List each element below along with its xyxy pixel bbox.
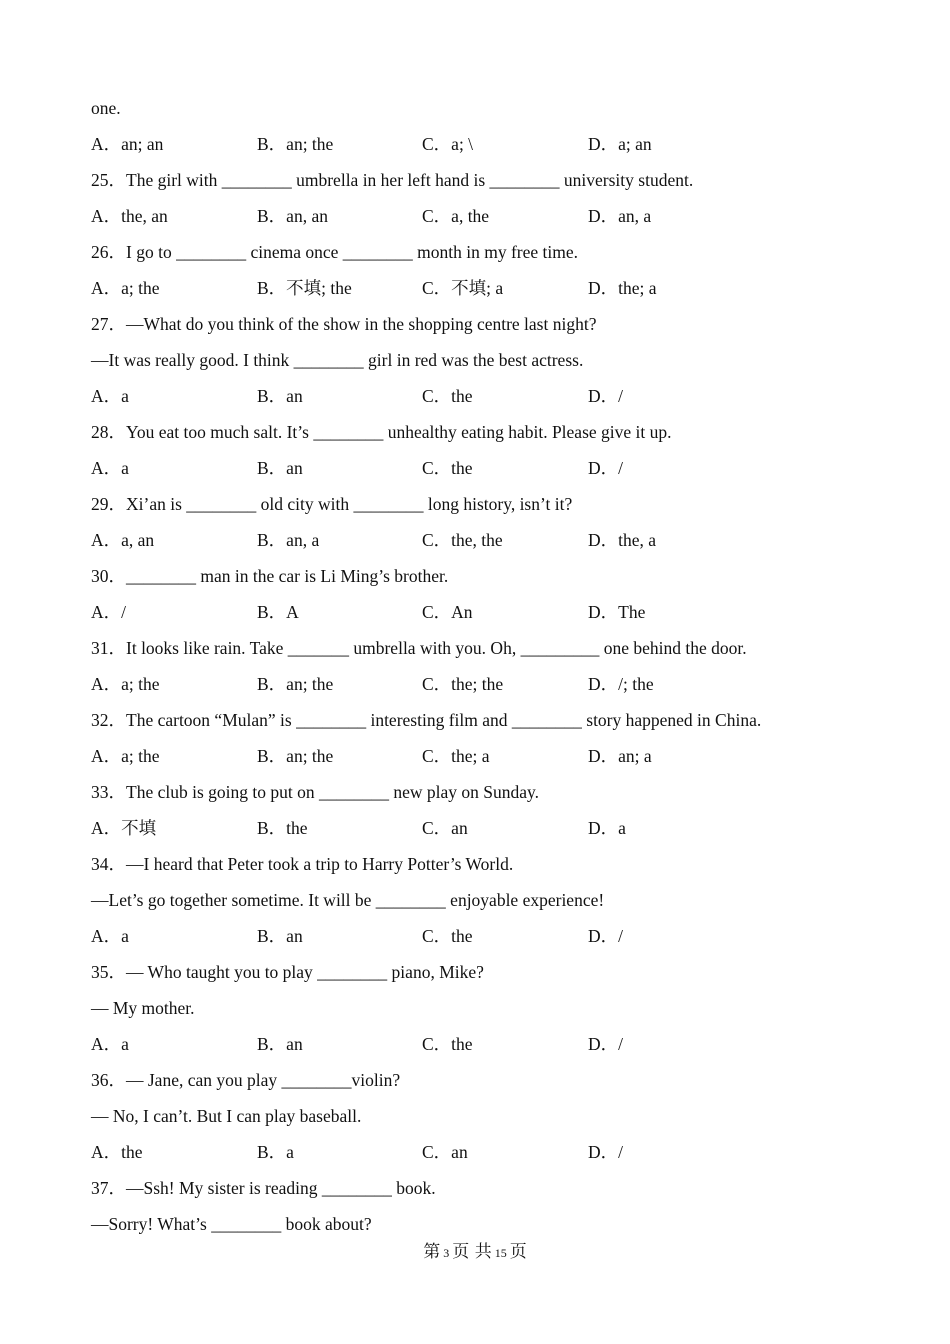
question-stem: 36．— Jane, can you play ________violin?	[91, 1070, 401, 1090]
option: B．an, a	[257, 530, 320, 550]
question-stem: 25．The girl with ________ umbrella in her left hand is ________ university student.	[91, 170, 694, 190]
option: A．/	[91, 602, 126, 622]
option: A．a; the	[91, 746, 160, 766]
option: A．a	[91, 926, 129, 946]
question-stem: 28．You eat too much salt. It’s ________ unhealthy eating habit. Please give it up.	[91, 422, 672, 442]
intro-line: one.	[91, 98, 121, 118]
option: D．the; a	[588, 278, 657, 298]
option: A．a, an	[91, 530, 155, 550]
option: A．a; the	[91, 278, 160, 298]
page-footer	[0, 1238, 950, 1267]
options-row	[91, 522, 871, 558]
questions	[91, 162, 871, 1242]
option: D．a; an	[588, 134, 652, 154]
options-row	[91, 738, 871, 774]
footer-suffix: 页	[509, 1242, 527, 1262]
options-row	[91, 198, 871, 234]
option: B．an; the	[257, 134, 334, 154]
option: C．the, the	[422, 530, 503, 550]
question-stem: 37．—Ssh! My sister is reading ________ book.	[91, 1178, 436, 1198]
option: A．不填	[91, 818, 157, 838]
options-row	[91, 1134, 871, 1170]
option: D．a	[588, 818, 626, 838]
question-stem: 33．The club is going to put on ________ new play on Sunday.	[91, 782, 539, 802]
footer-page-number: 3	[443, 1246, 450, 1260]
option: D．/; the	[588, 674, 654, 694]
question-stem: 35．— Who taught you to play ________ piano, Mike?	[91, 962, 484, 982]
option: A．a	[91, 386, 129, 406]
options-row-24	[91, 126, 871, 162]
option: B．an	[257, 458, 303, 478]
option: A．a; the	[91, 674, 160, 694]
option: D．The	[588, 602, 646, 622]
question-stem: 30．________ man in the car is Li Ming’s brother.	[91, 566, 449, 586]
footer-prefix: 第	[423, 1242, 441, 1262]
option: C．the; a	[422, 746, 490, 766]
option: B．a	[257, 1142, 294, 1162]
option: B．an, an	[257, 206, 328, 226]
option: D．/	[588, 1034, 623, 1054]
options-row	[91, 270, 871, 306]
option: D．/	[588, 458, 623, 478]
option: C．the	[422, 1034, 473, 1054]
options-row	[91, 810, 871, 846]
option: D．an, a	[588, 206, 652, 226]
option: D．an; a	[588, 746, 652, 766]
option: C．a, the	[422, 206, 490, 226]
question-stem: 34．—I heard that Peter took a trip to Harry Potter’s World.	[91, 854, 514, 874]
option: A．a	[91, 1034, 129, 1054]
option: D．/	[588, 386, 623, 406]
option: B．an; the	[257, 674, 334, 694]
option: D．/	[588, 1142, 623, 1162]
dialogue-line: — My mother.	[91, 998, 195, 1018]
footer-total-pages: 15	[494, 1246, 507, 1260]
option: C．an	[422, 1142, 468, 1162]
dialogue-line: —Let’s go together sometime. It will be ________ enjoyable experience!	[91, 890, 605, 910]
question-list	[91, 90, 871, 1242]
option: A．the, an	[91, 206, 168, 226]
question-stem: 26．I go to ________ cinema once ________ month in my free time.	[91, 242, 578, 262]
options-row	[91, 918, 871, 954]
question-stem: 31．It looks like rain. Take _______ umbrella with you. Oh, _________ one behind the door.	[91, 638, 747, 658]
dialogue-line: — No, I can’t. But I can play baseball.	[91, 1106, 362, 1126]
option: B．A	[257, 602, 299, 622]
option: D．/	[588, 926, 623, 946]
options-row	[91, 1026, 871, 1062]
option: C．the	[422, 458, 473, 478]
question-stem: 29．Xi’an is ________ old city with ________ long history, isn’t it?	[91, 494, 573, 514]
option: C．an	[422, 818, 468, 838]
option: B．an; the	[257, 746, 334, 766]
options-row	[91, 378, 871, 414]
option: B．an	[257, 386, 303, 406]
option: A．a	[91, 458, 129, 478]
option: C．An	[422, 602, 473, 622]
option: A．an; an	[91, 134, 164, 154]
option: A．the	[91, 1142, 143, 1162]
options-row	[91, 666, 871, 702]
question-stem: 32．The cartoon “Mulan” is ________ interesting film and ________ story happened in China.	[91, 710, 762, 730]
option: B．不填; the	[257, 278, 352, 298]
options-row	[91, 594, 871, 630]
dialogue-line: —Sorry! What’s ________ book about?	[91, 1214, 372, 1234]
footer-middle: 页 共	[452, 1242, 492, 1262]
option: C．the; the	[422, 674, 504, 694]
option: D．the, a	[588, 530, 657, 550]
option: C．a; \	[422, 134, 474, 154]
options-row	[91, 450, 871, 486]
option: C．不填; a	[422, 278, 504, 298]
option: B．an	[257, 926, 303, 946]
option: B．the	[257, 818, 308, 838]
option: C．the	[422, 386, 473, 406]
option: B．an	[257, 1034, 303, 1054]
question-stem: 27．—What do you think of the show in the shopping centre last night?	[91, 314, 597, 334]
option: C．the	[422, 926, 473, 946]
dialogue-line: —It was really good. I think ________ girl in red was the best actress.	[91, 350, 584, 370]
